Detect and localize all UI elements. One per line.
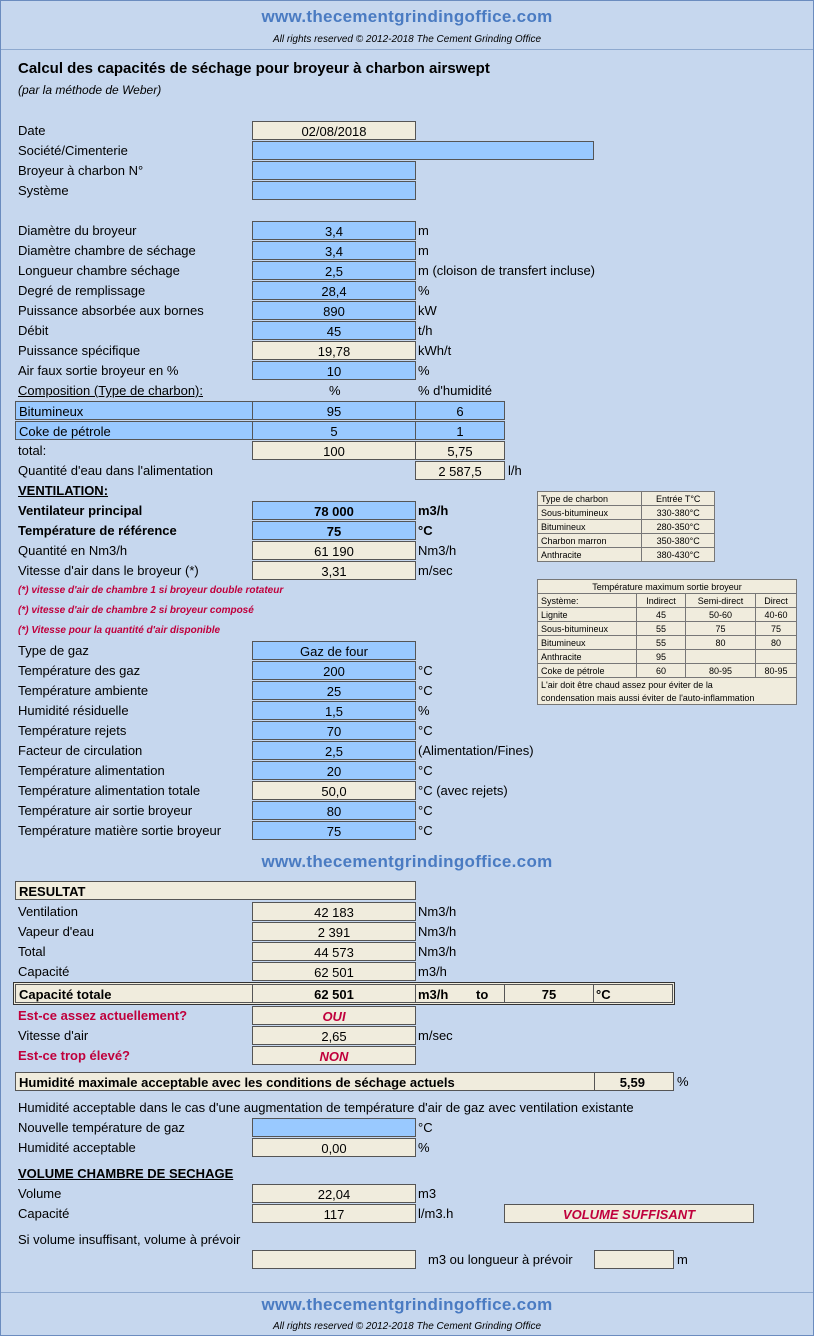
temp-table-cell: 40-60 [756,608,797,622]
page-subtitle: (par la méthode de Weber) [18,83,162,97]
max-humidity-unit: % [677,1074,689,1089]
new-gas-temp-field[interactable] [252,1118,416,1137]
gas-unit: °C [418,823,433,838]
nm3-field: 61 190 [252,541,416,560]
speed-field: 3,31 [252,561,416,580]
gas-label: Température rejets [18,723,127,738]
temp-table-cell: 55 [637,622,686,636]
coal-table-cell: 330-380°C [642,506,715,520]
temp-table-cell [756,650,797,664]
acceptable-humidity-value: 0,00 [252,1138,416,1157]
mid-url[interactable]: www.thecementgrindingoffice.com [261,852,553,871]
gas-unit: % [418,703,430,718]
note-1: (*) vitesse d'air de chambre 1 si broyeur double rotateur [18,585,284,596]
result-unit: Nm3/h [418,924,457,939]
temp-table-note-2: condensation mais aussi éviter de l'auto-inflammation [538,691,797,705]
gas-label: Température alimentation totale [18,783,201,798]
temp-table-cell: Lignite [538,608,637,622]
gas-unit: °C [418,683,433,698]
param-label: Degré de remplissage [18,283,146,298]
total-capacity-label: Capacité totale [15,984,253,1003]
system-field[interactable] [252,181,416,200]
top-banner [1,1,813,50]
company-field[interactable] [252,141,594,160]
total-pct: 100 [252,441,416,460]
temp-table-cell: 80 [756,636,797,650]
temp-table-cell: 55 [637,636,686,650]
total-capacity-temp: 75 [504,984,594,1003]
temp-table-cell: 95 [637,650,686,664]
param-label: Puissance spécifique [18,343,141,358]
result-unit: m3/h [418,964,447,979]
enough-value: OUI [252,1006,416,1025]
gas-label: Température ambiente [18,683,149,698]
header-rights: All rights reserved © 2012-2018 The Cement Grinding Office [272,34,542,45]
gas-field[interactable]: 70 [252,721,416,740]
mill-label: Broyeur à charbon N° [18,163,144,178]
volume-label: Volume [18,1186,62,1201]
temp-table-cell: Sous-bitumineux [538,622,637,636]
gas-field: 50,0 [252,781,416,800]
param-field: 19,78 [252,341,416,360]
fan-field[interactable]: 78 000 [252,501,416,520]
speed-label: Vitesse d'air dans le broyeur (*) [18,563,199,578]
or-length-label: m3 ou longueur à prévoir [428,1252,573,1267]
composition-pct-header: % [329,383,341,398]
coal-table-cell: Bitumineux [538,520,642,534]
param-label: Longueur chambre séchage [18,263,180,278]
footer-rights: All rights reserved © 2012-2018 The Cement Grinding Office [272,1321,542,1332]
temp-table-cell: 80-95 [756,664,797,678]
coal-2-name[interactable]: Coke de pétrole [15,421,253,440]
result-label: Capacité [18,964,70,979]
acceptable-humidity-label: Humidité acceptable [18,1140,136,1155]
max-humidity-value: 5,59 [594,1072,674,1091]
coal-table-cell: 280-350°C [642,520,715,534]
air-speed-unit: m/sec [418,1028,453,1043]
param-field[interactable]: 890 [252,301,416,320]
date-field[interactable]: 02/08/2018 [252,121,416,140]
coal-table-header-type: Type de charbon [538,492,642,506]
param-unit: m [418,243,429,258]
gas-field[interactable]: 1,5 [252,701,416,720]
gas-unit: °C [418,723,433,738]
fan-unit: m3/h [418,503,449,518]
air-speed-label: Vitesse d'air [18,1028,89,1043]
param-label: Air faux sortie broyeur en % [18,363,179,378]
fan-label: Ventilateur principal [18,503,143,518]
water-unit: l/h [508,463,522,478]
total-hum: 5,75 [415,441,505,460]
result-value: 42 183 [252,902,416,921]
gas-label: Température air sortie broyeur [18,803,193,818]
param-field[interactable]: 45 [252,321,416,340]
param-field[interactable]: 3,4 [252,221,416,240]
volume-value: 22,04 [252,1184,416,1203]
max-temp-table [537,579,797,705]
volume-status-badge: VOLUME SUFFISANT [504,1204,754,1223]
water-value: 2 587,5 [415,461,505,480]
mill-field[interactable] [252,161,416,180]
coal-1-name[interactable]: Bitumineux [15,401,253,420]
param-field[interactable]: 3,4 [252,241,416,260]
param-field[interactable]: 2,5 [252,261,416,280]
coal-2-pct[interactable]: 5 [252,421,416,440]
new-gas-temp-unit: °C [418,1120,433,1135]
result-value: 44 573 [252,942,416,961]
gas-label: Température alimentation [18,763,165,778]
acceptable-humidity-unit: % [418,1140,430,1155]
length-field [594,1250,674,1269]
temp-table-header: Direct [756,594,797,608]
water-label: Quantité d'eau dans l'alimentation [18,463,214,478]
temp-table-cell: 75 [685,622,755,636]
temp-table-cell: 60 [637,664,686,678]
bottom-banner [1,1292,813,1336]
enough-label: Est-ce assez actuellement? [18,1008,188,1023]
max-humidity-label: Humidité maximale acceptable avec les conditions de séchage actuels [15,1072,595,1091]
gas-field[interactable]: 200 [252,661,416,680]
nm3-label: Quantité en Nm3/h [18,543,128,558]
too-high-label: Est-ce trop élevé? [18,1048,130,1063]
coal-2-hum[interactable]: 1 [415,421,505,440]
header-url[interactable]: www.thecementgrindingoffice.com [261,7,553,26]
param-label: Débit [18,323,49,338]
temp-table-cell: 80-95 [685,664,755,678]
temp-table-cell: Bitumineux [538,636,637,650]
gas-unit: °C (avec rejets) [418,783,508,798]
new-gas-temp-label: Nouvelle température de gaz [18,1120,185,1135]
tref-field[interactable]: 75 [252,521,416,540]
total-capacity-unit: m3/h [415,984,505,1003]
param-unit: % [418,363,430,378]
ventilation-heading: VENTILATION: [18,483,109,498]
temp-table-header: Système: [538,594,637,608]
gas-field[interactable]: 25 [252,681,416,700]
volume-capacity-unit: l/m3.h [418,1206,454,1221]
coal-table-cell: 350-380°C [642,534,715,548]
temp-table-cell: 50-60 [685,608,755,622]
param-label: Diamètre du broyeur [18,223,137,238]
param-unit: kW [418,303,437,318]
temp-table-note-1: L'air doit être chaud assez pour éviter de la [538,678,797,692]
param-field[interactable]: 10 [252,361,416,380]
total-label: total: [18,443,47,458]
note-3: (*) Vitesse pour la quantité d'air disponible [18,625,221,636]
tref-unit: °C [418,523,433,538]
result-unit: Nm3/h [418,944,457,959]
param-field[interactable]: 28,4 [252,281,416,300]
result-unit: Nm3/h [418,904,457,919]
result-value: 62 501 [252,962,416,981]
composition-hum-header: % d'humidité [418,383,493,398]
note-2: (*) vitesse d'air de chambre 2 si broyeur composé [18,605,254,616]
param-unit: % [418,283,430,298]
composition-label: Composition (Type de charbon): [18,383,203,398]
insufficient-label: Si volume insuffisant, volume à prévoir [18,1232,241,1247]
coal-table-cell: Charbon marron [538,534,642,548]
coal-table-cell: Anthracite [538,548,642,562]
param-label: Puissance absorbée aux bornes [18,303,204,318]
temp-table-cell: 45 [637,608,686,622]
company-label: Société/Cimenterie [18,143,128,158]
gas-field[interactable]: Gaz de four [252,641,416,660]
gas-field[interactable]: 75 [252,821,416,840]
total-capacity-value: 62 501 [252,984,416,1003]
temp-table-cell: Anthracite [538,650,637,664]
result-label: Ventilation [18,904,78,919]
result-label: Vapeur d'eau [18,924,94,939]
too-high-value: NON [252,1046,416,1065]
air-speed-value: 2,65 [252,1026,416,1045]
date-label: Date [18,123,46,138]
temp-table-header: Indirect [637,594,686,608]
temp-table-title: Température maximum sortie broyeur [538,580,797,594]
coal-1-hum[interactable]: 6 [415,401,505,420]
temp-table-cell [685,650,755,664]
total-capacity-to: to [476,987,489,1002]
coal-table-header-temp: Entrée T°C [642,492,715,506]
result-value: 2 391 [252,922,416,941]
page-title: Calcul des capacités de séchage pour broyeur à charbon airswept [18,60,490,77]
total-capacity-temp-unit: °C [593,984,673,1003]
gas-unit: (Alimentation/Fines) [418,743,534,758]
gas-label: Facteur de circulation [18,743,143,758]
param-label: Diamètre chambre de séchage [18,243,196,258]
gas-field[interactable]: 2,5 [252,741,416,760]
volume-heading: VOLUME CHAMBRE DE SECHAGE [18,1166,234,1181]
volume-capacity-value: 117 [252,1204,416,1223]
volume-unit: m3 [418,1186,437,1201]
param-unit: m [418,223,429,238]
gas-unit: °C [418,663,433,678]
gas-label: Température matière sortie broyeur [18,823,222,838]
gas-unit: °C [418,803,433,818]
gas-label: Température des gaz [18,663,141,678]
nm3-unit: Nm3/h [418,543,457,558]
coal-1-pct[interactable]: 95 [252,401,416,420]
temp-table-cell: 80 [685,636,755,650]
tref-label: Température de référence [18,523,177,538]
coal-table-cell: Sous-bitumineux [538,506,642,520]
param-unit: t/h [418,323,433,338]
gas-field[interactable]: 80 [252,801,416,820]
volume-capacity-label: Capacité [18,1206,70,1221]
system-label: Système [18,183,69,198]
coal-inlet-table [537,491,715,562]
speed-unit: m/sec [418,563,453,578]
param-unit: kWh/t [418,343,452,358]
gas-label: Type de gaz [18,643,89,658]
result-heading: RESULTAT [15,881,416,900]
gas-field[interactable]: 20 [252,761,416,780]
gas-unit: °C [418,763,433,778]
result-label: Total [18,944,46,959]
gas-label: Humidité résiduelle [18,703,129,718]
length-unit: m [677,1252,688,1267]
temp-table-cell: Coke de pétrole [538,664,637,678]
insufficient-volume-field [252,1250,416,1269]
param-unit: m (cloison de transfert incluse) [418,263,596,278]
acceptable-humidity-text: Humidité acceptable dans le cas d'une augmentation de température d'air de gaz avec ventilation existante [18,1100,634,1115]
temp-table-cell: 75 [756,622,797,636]
temp-table-header: Semi-direct [685,594,755,608]
footer-url[interactable]: www.thecementgrindingoffice.com [261,1295,553,1314]
coal-table-cell: 380-430°C [642,548,715,562]
